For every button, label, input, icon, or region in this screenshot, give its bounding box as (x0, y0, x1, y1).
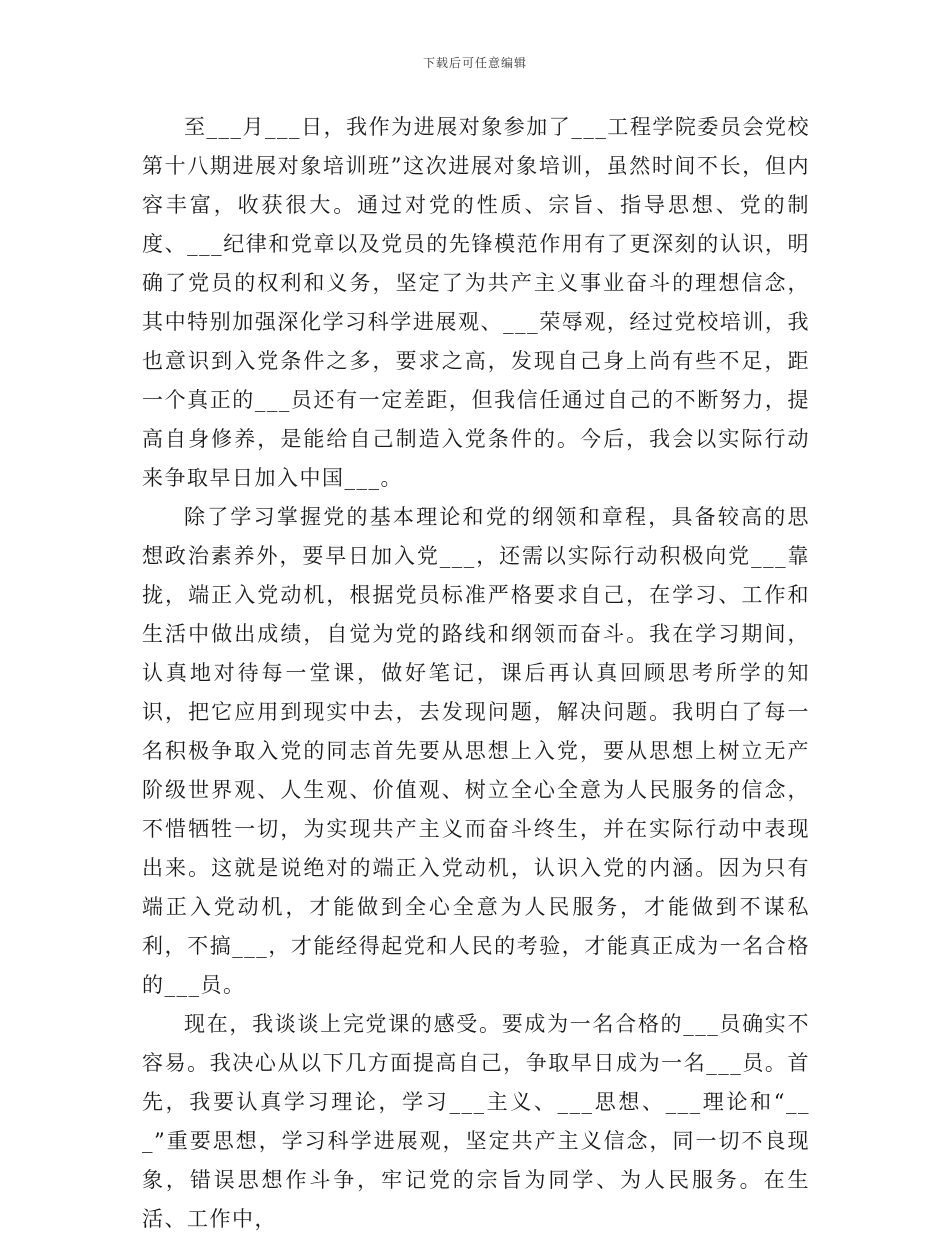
paragraph-1: 至___月___日，我作为进展对象参加了___工程学院委员会党校第十八期进展对象培训班”这次进展对象培训，虽然时间不长，但内容丰富，收获很大。通过对党的性质、宗旨、指导思想、党的制度、___纪律和党章以及党员的先锋模范作用有了更深刻的认识，明确了党员的权利和义务，坚定了为共产主义事业奋斗的理想信念，其中特别加强深化学习科学进展观、___荣辱观，经过党校培训，我也意识到入党条件之多，要求之高，发现自己身上尚有些不足，距一个真正的___员还有一定差距，但我信任通过自己的不断努力，提高自身修养，是能给自己制造入党条件的。今后，我会以实际行动来争取早日加入中国___。 (142, 115, 810, 490)
document-body (142, 108, 810, 1239)
paragraph-2: 除了学习掌握党的基本理论和党的纲领和章程，具备较高的思想政治素养外，要早日加入党___，还需以实际行动积极向党___靠拢，端正入党动机，根据党员标准严格要求自己，在学习、工作和生活中做出成绩，自觉为党的路线和纲领而奋斗。我在学习期间，认真地对待每一堂课，做好笔记，课后再认真回顾思考所学的知识，把它应用到现实中去，去发现问题，解决问题。我明白了每一名积极争取入党的同志首先要从思想上入党，要从思想上树立无产阶级世界观、人生观、价值观、树立全心全意为人民服务的信念，不惜牺牲一切，为实现共产主义而奋斗终生，并在实际行动中表现出来。这就是说绝对的端正入党动机，认识入党的内涵。因为只有端正入党动机，才能做到全心全意为人民服务，才能做到不谋私利，不搞___，才能经得起党和人民的考验，才能真正成为一名合格的___员。 (142, 505, 810, 997)
page-header-note: 下载后可任意编辑 (422, 56, 527, 70)
paragraph-3: 现在，我谈谈上完党课的感受。要成为一名合格的___员确实不容易。我决心从以下几方面提高自己，争取早日成为一名___员。首先，我要认真学习理论，学习___主义、___思想、___理论和“___”重要思想，学习科学进展观，坚定共产主义信念，同一切不良现象，错误思想作斗争，牢记党的宗旨为同学、为人民服务。在生活、工作中， (142, 1012, 810, 1231)
